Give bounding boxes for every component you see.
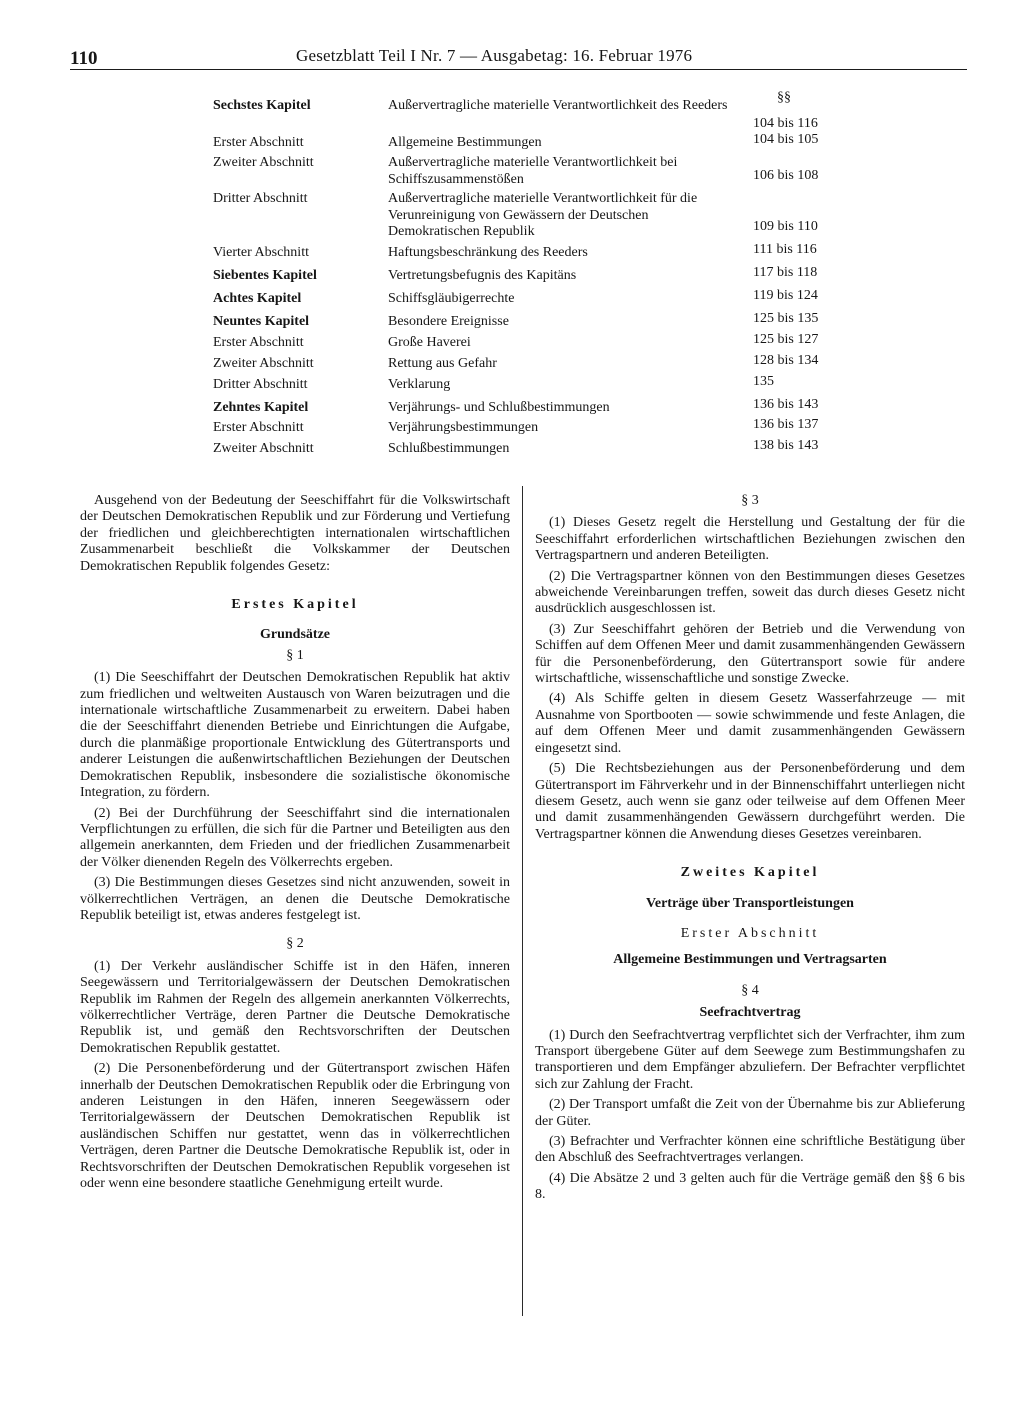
toc-label: Dritter Abschnitt (213, 377, 308, 392)
toc-range: 111 bis 116 (753, 242, 817, 257)
toc-label: Zweiter Abschnitt (213, 356, 314, 371)
paragraph: (4) Die Absätze 2 und 3 gelten auch für die Verträge gemäß den §§ 6 bis 8. (535, 1170, 965, 1203)
chapter-title: Grundsätze (260, 627, 330, 643)
paragraph: (2) Der Transport umfaßt die Zeit von der Übernahme bis zur Ablieferung der Güter. (535, 1097, 965, 1129)
paragraph: (2) Die Vertragspartner können von den Bestimmungen dieses Gesetzes abweichende Vereinbarungen treffen, soweit das durch dieses Gesetz nicht ausdrücklich ausgeschlossen ist. (535, 568, 965, 617)
part-heading: Erster Abschnitt (680, 925, 820, 941)
toc-range: 106 bis 108 (753, 168, 819, 183)
toc-label: Achtes Kapitel (213, 291, 302, 306)
toc-label: Vierter Abschnitt (213, 245, 309, 260)
header-rule (70, 69, 967, 70)
toc-text: Große Haverei (388, 335, 471, 350)
paragraph: (3) Zur Seeschiffahrt gehören der Betrieb und die Verwendung von Schiffen auf dem Offenen Meer und damit zusammenhängenden Gewässern für die Personenbeförderung, den Gütertransport sowie für andere wirtschaftliche, wissenschaftliche und sonstige Zwecke. (535, 621, 965, 687)
left-column (80, 493, 510, 1196)
chapter-title: Verträge über Transportleistungen (646, 895, 854, 911)
toc-range: 136 bis 137 (753, 417, 819, 432)
toc-text: Verjährungsbestimmungen (388, 420, 539, 435)
section-heading: § 3 (741, 493, 759, 508)
toc-range: 125 bis 135 (753, 311, 819, 326)
paragraph: (2) Die Personenbeförderung und der Gütertransport zwischen Häfen innerhalb der Deutschen Demokratischen Republik oder die Erbringung von anderen Leistungen in den Häfen, inneren Seegewässern oder Territorialgewässern der Deutschen Demokratischen Republik ist ausländischen Schiffen nur gestattet, wenn das in völkerrechtlichen Verträgen, deren Partner die Deutsche Demokratische Republik ist, oder in Rechtsvorschriften der Deutschen Demokratischen Republik vorgesehen ist oder wenn eine besondere staatliche Genehmigung erteilt wurde. (80, 1061, 510, 1192)
toc-label: Erster Abschnitt (213, 135, 304, 150)
toc-label: Zehntes Kapitel (213, 400, 309, 415)
paragraph: (4) Als Schiffe gelten in diesem Gesetz Wasserfahrzeuge — mit Ausnahme von Sportbooten — sowie schwimmende und feste Anlagen, die auf dem Offenen Meer und damit zusammenhängenden Gewässern eingesetzt sind. (535, 691, 965, 756)
toc-range: 109 bis 110 (753, 219, 818, 234)
paragraph: (3) Befrachter und Verfrachter können eine schriftliche Bestätigung über den Abschluß des Seefrachtvertrages verlangen. (535, 1134, 965, 1166)
toc-range: 135 (753, 374, 774, 389)
section-title: Seefrachtvertrag (699, 1005, 801, 1021)
toc-text: Verklarung (388, 377, 451, 392)
paragraph: (1) Durch den Seefrachtvertrag verpflichtet sich der Verfrachter, ihm zum Transport übergebene Güter auf dem Seewege zum Bestimmungshafen zu transportieren und dem Empfänger abzuliefern. Der Befrachter verpflichtet sich zur Zahlung der Fracht. (535, 1027, 965, 1092)
section-heading: § 1 (286, 647, 304, 663)
column-divider (522, 486, 523, 1316)
chapter-heading: Erstes Kapitel (231, 597, 359, 613)
toc-range: 138 bis 143 (753, 438, 819, 453)
paragraph: (3) Die Bestimmungen dieses Gesetzes sind nicht anzuwenden, soweit in völkerrechtlichen Verträgen, an denen die Deutsche Demokratische Republik beteiligt ist, etwas anderes festgelegt ist. (80, 875, 510, 923)
paragraph: (2) Bei der Durchführung der Seeschiffahrt sind die internationalen Verpflichtungen zu erfüllen, die sich für die Partner und Beteiligten aus den allgemein anerkannten, dem Frieden und der friedlichen Zusammenarbeit der Völker dienenden Regeln des Völkerrechts ergeben. (80, 805, 510, 870)
toc-range: 104 bis 116 (753, 116, 818, 131)
toc-label: Neuntes Kapitel (213, 314, 310, 329)
paragraph: (5) Die Rechtsbeziehungen aus der Personenbeförderung und dem Gütertransport im Fährverkehr und in der Binnenschiffahrt unterliegen nicht diesem Gesetz, auch wenn sie ganz oder teilweise auf dem Offenen Meer und damit zusammenhängenden Gewässern durchgeführt werden. Die Vertragspartner können die Anwendung dieses Gesetzes vereinbaren. (535, 761, 965, 842)
toc-text: Vertretungsbefugnis des Kapitäns (388, 268, 577, 283)
toc-section-symbol: §§ (777, 90, 791, 105)
toc-label: Sechstes Kapitel (213, 98, 311, 113)
paragraph: (1) Dieses Gesetz regelt die Herstellung und Gestaltung der für die Seeschiffahrt erforderlichen wirtschaftlichen Beziehungen zwischen den Vertragspartnern und anderen Beteiligten. (535, 515, 965, 564)
toc-label: Erster Abschnitt (213, 420, 304, 435)
section-heading: § 4 (741, 982, 759, 998)
toc-label: Erster Abschnitt (213, 335, 304, 350)
toc-text: Verjährungs- und Schlußbestimmungen (388, 400, 610, 415)
toc-text: Außervertragliche materielle Verantwortlichkeit für die Verunreinigung von Gewässern der Deutschen Demokratischen Republik (388, 191, 698, 240)
toc-text: Schiffsgläubigerrechte (388, 291, 515, 306)
toc-text: Allgemeine Bestimmungen (388, 135, 542, 150)
toc-range: 104 bis 105 (753, 132, 819, 147)
section-heading: § 2 (286, 936, 304, 952)
header-title: Gesetzblatt Teil I Nr. 7 — Ausgabetag: 16. Februar 1976 (296, 46, 693, 65)
toc-range: 119 bis 124 (753, 288, 818, 303)
toc-range: 128 bis 134 (753, 353, 819, 368)
toc-text: Schlußbestimmungen (388, 441, 510, 456)
toc-range: 136 bis 143 (753, 397, 819, 412)
toc-text: Besondere Ereignisse (388, 314, 509, 329)
toc-text: Haftungsbeschränkung des Reeders (388, 245, 588, 260)
toc-range: 117 bis 118 (753, 265, 818, 280)
page-header (70, 44, 970, 74)
page-number: 110 (70, 48, 98, 69)
toc-label: Dritter Abschnitt (213, 191, 308, 206)
paragraph: (1) Der Verkehr ausländischer Schiffe ist in den Häfen, inneren Seegewässern und Territorialgewässern der Deutschen Demokratischen Republik im Rahmen der Regeln des allgemein anerkannten Völkerrechts, völkerrechtlicher Verträge, deren Partner die Deutsche Demokratische Republik ist, und gemäß den Rechtsvorschriften der Deutschen Demokratischen Republik gestattet. (80, 958, 510, 1056)
toc-label: Zweiter Abschnitt (213, 155, 314, 170)
part-title: Allgemeine Bestimmungen und Vertragsarten (613, 952, 887, 968)
right-column (535, 491, 965, 1208)
paragraph: (1) Die Seeschiffahrt der Deutschen Demokratischen Republik hat aktiv zum friedlichen und weltweiten Austausch von Waren beizutragen und die internationale wirtschaftliche Zusammenarbeit zu erweitern. Dabei haben die der Seeschiffahrt dienenden Betriebe und Einrichtungen die Aufgabe, durch die planmäßige proportionale Entwicklung des Gütertransports und anderer Leistungen die außenwirtschaftlichen Beziehungen der Deutschen Demokratischen Republik, insbesondere die sozialistische ökonomische Integration, zu fördern. (80, 670, 510, 801)
chapter-heading: Zweites Kapitel (680, 865, 820, 881)
toc-text: Außervertragliche materielle Verantwortlichkeit bei Schiffszusammenstößen (388, 155, 678, 187)
toc-text: Rettung aus Gefahr (388, 356, 497, 371)
toc-label: Zweiter Abschnitt (213, 441, 314, 456)
preamble: Ausgehend von der Bedeutung der Seeschiffahrt für die Volkswirtschaft der Deutschen Demokratischen Republik und zur Förderung und Vertiefung der friedlichen und gleichberechtigten internationalen wirtschaftlichen Zusammenarbeit beschließt die Volkskammer der Deutschen Demokratischen Republik folgendes Gesetz: (80, 493, 510, 574)
toc-range: 125 bis 127 (753, 332, 819, 347)
toc-label: Siebentes Kapitel (213, 268, 317, 283)
toc-text: Außervertragliche materielle Verantwortlichkeit des Reeders (388, 98, 728, 113)
